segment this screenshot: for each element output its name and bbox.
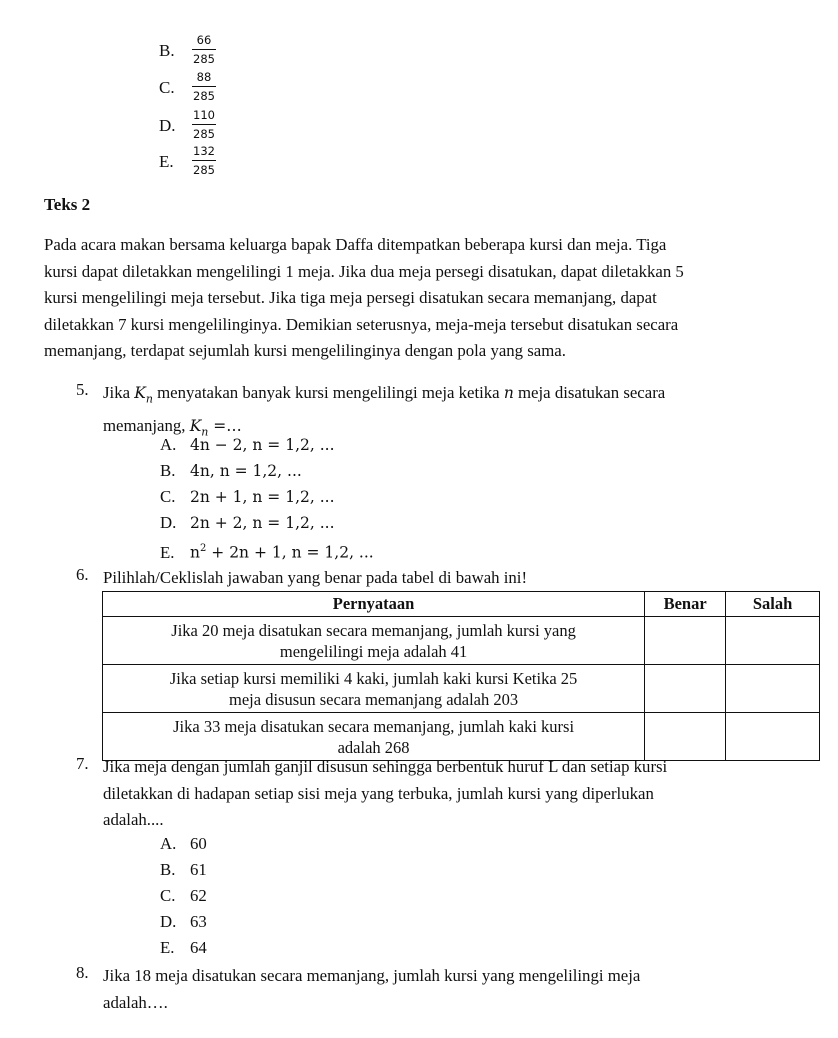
statement-line: meja disusun secara memanjang adalah 203: [229, 689, 519, 709]
option-text: 64: [190, 938, 207, 957]
option-letter: C.: [160, 487, 176, 506]
statement-cell: [103, 617, 645, 665]
subscript-n: n: [201, 425, 209, 439]
fraction-bar: [192, 49, 216, 50]
option-letter: C.: [159, 78, 175, 97]
statement-table: [102, 591, 820, 761]
true-check-cell[interactable]: [645, 665, 726, 713]
option-text: 4n, n = 1,2, ...: [190, 462, 302, 480]
paragraph-line: kursi mengelilingi meja tersebut. Jika tiga meja persegi disatukan secara memanjang, dapat: [44, 288, 657, 307]
statement-line: Jika 20 meja disatukan secara memanjang, jumlah kursi yang: [171, 620, 576, 640]
option-letter: D.: [160, 513, 177, 532]
q5-option-b[interactable]: [160, 458, 302, 484]
q7-option-c[interactable]: [160, 883, 207, 909]
fraction-denominator: 285: [193, 163, 215, 177]
option-letter: D.: [160, 912, 177, 931]
statement-line: Jika setiap kursi memiliki 4 kaki, jumlah kaki kursi Ketika 25: [169, 668, 578, 688]
text-run: meja disatukan secara: [513, 383, 666, 402]
question-6-text: Pilihlah/Ceklislah jawaban yang benar pada tabel di bawah ini!: [103, 568, 528, 587]
q7-option-e[interactable]: [160, 935, 207, 961]
option-letter: A.: [160, 435, 177, 454]
option-superscript: 2: [199, 543, 207, 554]
option-letter: B.: [160, 461, 176, 480]
table-row: [103, 665, 820, 713]
q7-option-a[interactable]: [160, 831, 207, 857]
question-line: Jika 18 meja disatukan secara memanjang, jumlah kursi yang mengelilingi meja: [103, 966, 641, 985]
question-line: adalah....: [103, 810, 164, 829]
fraction-denominator: 285: [193, 127, 215, 141]
option-text-rest: + 2n + 1, n = 1,2, ...: [206, 543, 374, 562]
fraction-denominator: 285: [193, 52, 215, 66]
question-6-number: 6.: [76, 565, 89, 584]
statement-line: Jika 33 meja disatukan secara memanjang, jumlah kaki kursi: [173, 716, 575, 736]
option-letter: C.: [160, 886, 176, 905]
option-letter: B.: [160, 860, 176, 879]
q7-option-d[interactable]: [160, 909, 207, 935]
question-8-text: [103, 963, 640, 1016]
paragraph-line: Pada acara makan bersama keluarga bapak Daffa ditempatkan beberapa kursi dan meja. Tiga: [44, 235, 667, 254]
text-run: Jika: [103, 383, 135, 402]
paragraph-line: kursi dapat diletakkan mengelilingi 1 meja. Jika dua meja persegi disatukan, dapat diletakkan 5: [44, 261, 684, 281]
option-letter: D.: [159, 116, 176, 135]
question-7-number: 7.: [76, 754, 89, 773]
subscript-n: n: [145, 392, 153, 406]
option-letter: B.: [159, 41, 175, 60]
option-text: 4n − 2, n = 1,2, ...: [190, 436, 335, 454]
option-text: 62: [190, 886, 207, 905]
var-k: K: [134, 384, 146, 402]
option-text: 61: [190, 860, 207, 879]
fraction-numerator: 110: [193, 108, 215, 122]
q7-option-b[interactable]: [160, 857, 207, 883]
q5-option-d[interactable]: [160, 510, 335, 536]
paragraph-line: memanjang, terdapat sejumlah kursi mengelilinginya dengan pola yang sama.: [44, 341, 566, 360]
false-check-cell[interactable]: [726, 665, 820, 713]
fraction-bar: [192, 160, 216, 161]
question-5-number: 5.: [76, 380, 89, 399]
fraction: [192, 109, 216, 141]
story-paragraph: [44, 232, 804, 365]
false-check-cell[interactable]: [726, 713, 820, 761]
statement-cell: [103, 665, 645, 713]
question-7-text: [103, 754, 667, 834]
question-line: adalah….: [103, 992, 168, 1012]
question-line: Jika meja dengan jumlah ganjil disusun sehingga berbentuk huruf L dan setiap kursi: [103, 757, 668, 776]
option-letter: E.: [160, 938, 175, 957]
header-false: Salah: [726, 592, 820, 617]
fraction: [192, 145, 216, 177]
table-row: [103, 617, 820, 665]
fraction-bar: [192, 86, 216, 87]
question-8-number: 8.: [76, 963, 89, 982]
option-text-base: n: [190, 543, 200, 562]
header-statement: Pernyataan: [103, 592, 645, 617]
option-letter: E.: [160, 542, 175, 562]
q5-option-e[interactable]: [160, 536, 374, 566]
true-check-cell[interactable]: [645, 617, 726, 665]
table-header-row: [103, 592, 820, 617]
option-text: 63: [190, 912, 207, 931]
fraction-numerator: 88: [196, 70, 212, 84]
q5-option-a[interactable]: [160, 432, 335, 458]
option-letter: E.: [159, 152, 174, 171]
var-k: K: [189, 417, 202, 436]
question-line: diletakkan di hadapan setiap sisi meja yang terbuka, jumlah kursi yang diperlukan: [103, 783, 654, 803]
fraction-bar: [192, 124, 216, 125]
option-letter: A.: [160, 834, 177, 853]
fraction-numerator: 132: [193, 144, 215, 158]
fraction: [192, 71, 216, 103]
paragraph-line: diletakkan 7 kursi mengelilinginya. Demikian seterusnya, meja-meja tersebut disatukan secara: [44, 314, 679, 334]
q5-option-c[interactable]: [160, 484, 335, 510]
statement-line: mengelilingi meja adalah 41: [279, 641, 468, 661]
section-title: Teks 2: [44, 195, 91, 214]
option-text: 2n + 1, n = 1,2, ...: [190, 488, 335, 506]
var-n: n: [503, 384, 514, 402]
fraction: [192, 34, 216, 66]
text-run: memanjang,: [103, 416, 190, 436]
text-run: =…: [208, 417, 242, 436]
option-text: 2n + 2, n = 1,2, ...: [190, 514, 335, 532]
text-run: menyatakan banyak kursi mengelilingi meja ketika: [152, 383, 504, 402]
statement-line: adalah 268: [337, 737, 410, 757]
fraction-denominator: 285: [193, 89, 215, 103]
header-true: Benar: [645, 592, 726, 617]
option-text: 60: [190, 834, 207, 853]
fraction-numerator: 66: [196, 33, 212, 47]
false-check-cell[interactable]: [726, 617, 820, 665]
question-line: [103, 380, 803, 412]
